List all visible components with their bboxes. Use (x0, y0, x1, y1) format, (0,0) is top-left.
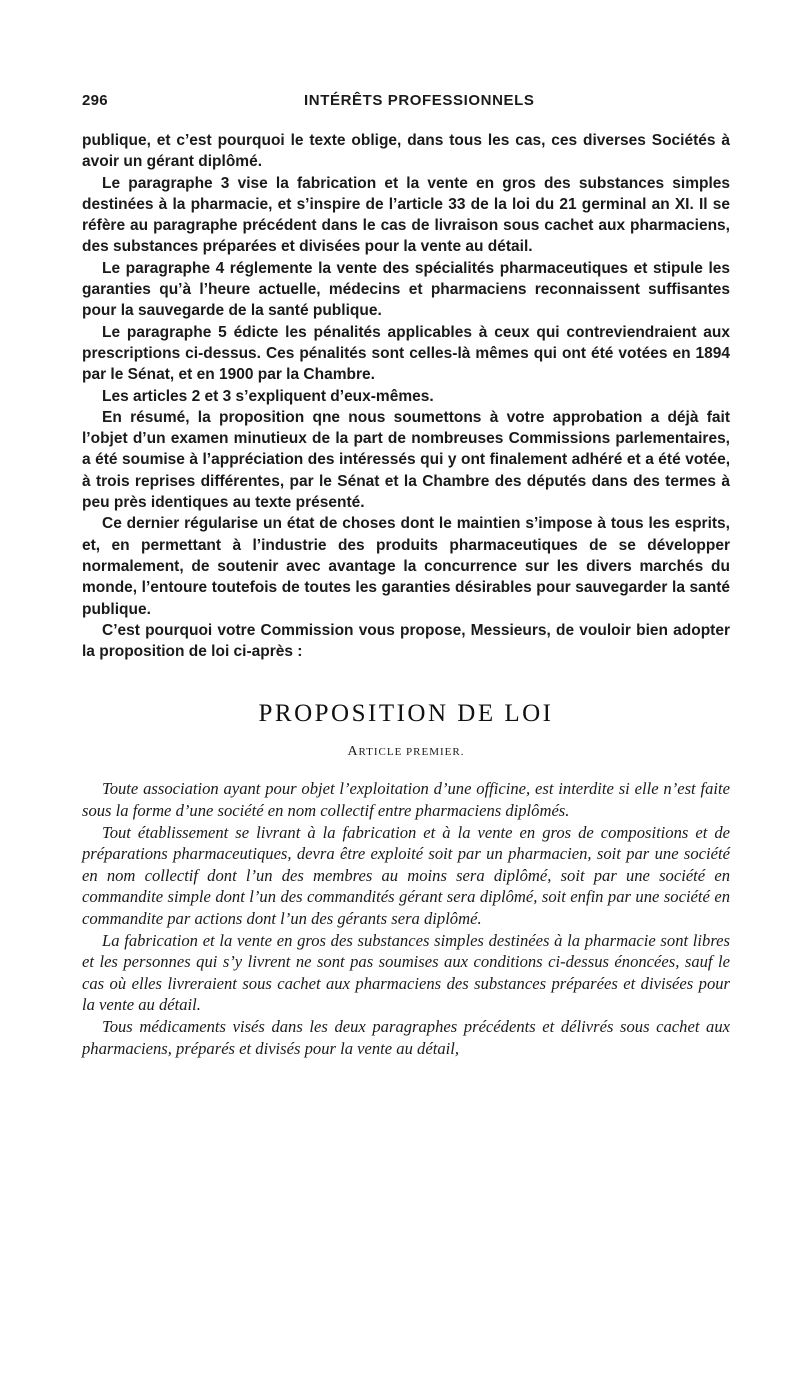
article-heading-initial: A (347, 744, 359, 760)
page-header (82, 92, 730, 114)
body-paragraph: Le paragraphe 4 réglemente la vente des spécialités pharmaceutiques et stipule les garanties qu’à l’heure actuelle, médecins et pharmaciens reconnaissent suffisantes pour la sauvegarde de la santé publique. (82, 259, 730, 320)
article-text (82, 778, 730, 1059)
section-title: PROPOSITION DE LOI (258, 700, 554, 728)
article-paragraph: La fabrication et la vente en gros des substances simples destinées à la pharmacie sont libres et les personnes qui s’y livrent ne sont pas soumises aux conditions ci-dessus énoncées, sauf le cas où elles livreraient sous cachet aux pharmaciens des substances préparées et divisées pour la vente au détail. (82, 930, 730, 1015)
article-paragraph: Tout établissement se livrant à la fabrication et à la vente en gros de compositions et de préparations pharmaceutiques, devra être exploité soit par un pharmacien, soit par une société en nom collectif dont l’un des membres au moins sera diplômé, soit par une société en commandite simple dont l’un des commandités gérant sera diplômé, soit enfin par une société en commandite par actions dont l’un des gérants sera diplômé. (82, 822, 730, 928)
article-heading-rest: RTICLE PREMIER. (358, 746, 465, 759)
page-number: 296 (82, 92, 108, 109)
article-heading (82, 744, 730, 760)
body-paragraph: publique, et c’est pourquoi le texte oblige, dans tous les cas, ces diverses Sociétés à avoir un gérant diplômé. (82, 132, 730, 171)
body-paragraph: Le paragraphe 3 vise la fabrication et la vente en gros des substances simples destinées à la pharmacie, et s’inspire de l’article 33 de la loi du 21 germinal an XI. Il se réfère au paragraphe précédent dans le cas de livraison sous cachet aux pharmaciens, des substances préparées et divisées pour la vente au détail. (82, 174, 730, 256)
article-paragraph: Toute association ayant pour objet l’exploitation d’une officine, est interdite si elle n’est faite sous la forme d’une société en nom collectif entre pharmaciens diplômés. (82, 779, 730, 821)
body-paragraph: En résumé, la proposition qne nous soumettons à votre approbation a déjà fait l’objet d’un examen minutieux de la part de nombreuses Commissions parlementaires, a été soumise à l’appréciation des intéressés qui y ont finalement adhéré et a été votée, à trois reprises différentes, par le Sénat et la Chambre des députés dans des termes à peu près identiques au texte présenté. (82, 408, 730, 512)
book-page (82, 92, 730, 1059)
article-paragraph: Tous médicaments visés dans les deux paragraphes précédents et délivrés sous cachet aux pharmaciens, préparés et divisés pour la vente au détail, (82, 1016, 730, 1058)
body-paragraph: Le paragraphe 5 édicte les pénalités applicables à ceux qui contreviendraient aux prescriptions ci-dessus. Ces pénalités sont celles-là mêmes qui ont été votées en 1894 par le Sénat, et en 1900 par la Chambre. (82, 323, 730, 384)
body-paragraph: Les articles 2 et 3 s’expliquent d’eux-mêmes. (102, 387, 434, 405)
body-paragraph: C’est pourquoi votre Commission vous propose, Messieurs, de vouloir bien adopter la proposition de loi ci-après : (82, 621, 730, 661)
running-title: INTÉRÊTS PROFESSIONNELS (304, 92, 535, 109)
body-paragraph: Ce dernier régularise un état de choses dont le maintien s’impose à tous les esprits, et, en permettant à l’industrie des produits pharmaceutiques de se développer normalement, de soutenir avec avantage la concurrence sur les divers marchés du monde, l’entoure toutefois de toutes les garanties désirables pour sauvegarder la santé publique. (82, 515, 730, 618)
report-text (82, 130, 730, 662)
